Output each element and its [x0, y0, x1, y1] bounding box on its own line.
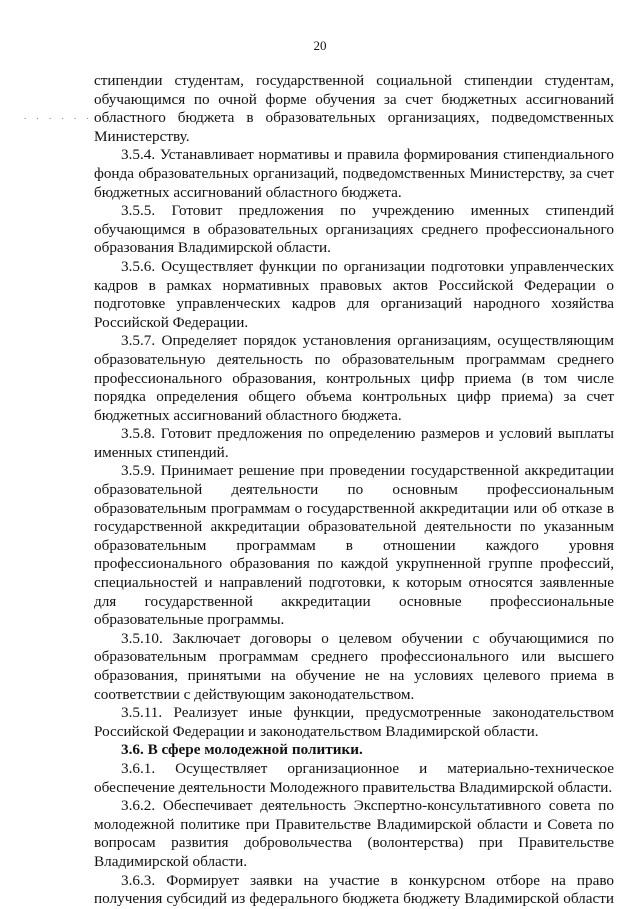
paragraph-3-5-8: 3.5.8. Готовит предложения по определению размеров и условий выплаты именных стипендий.	[94, 425, 614, 461]
paragraph-continuation: стипендии студентам, государственной социальной стипендии студентам, обучающимся по очной форме обучения за счет бюджетных ассигнований областного бюджета в образовательных организациях, подведомственных Министерству.	[94, 72, 614, 145]
page-number: 20	[313, 38, 327, 53]
paragraph-3-5-5: 3.5.5. Готовит предложения по учреждению именных стипендий обучающимся в образовательных организациях среднего профессионального образования Владимирской области.	[94, 202, 614, 257]
paragraph-3-5-7: 3.5.7. Определяет порядок установления организациям, осуществляющим образовательную деятельность по образовательным программам среднего профессионального образования, контрольных цифр приема (в том числе порядка определения общего объема контрольных цифр приема) за счет бюджетных ассигнований областного бюджета.	[94, 332, 614, 424]
section-heading-3-6: 3.6. В сфере молодежной политики.	[121, 741, 363, 759]
paragraph-3-5-6: 3.5.6. Осуществляет функции по организации подготовки управленческих кадров в рамках нормативных правовых актов Российской Федерации о подготовке управленческих кадров для организаций народного хозяйства Российской Федерации.	[94, 257, 614, 331]
paragraph-3-5-9: 3.5.9. Принимает решение при проведении государственной аккредитации образовательной деятельности по основным профессиональным образовательным программам о государственной аккредитации или об отказе в государственной аккредитации образовательной деятельности по указанным образовательным программам в отношении каждого уровня профессионального образования по каждой укрупненной группе профессий, специальностей и направлений подготовки, к которым относятся заявленные для государственной аккредитации основные профессиональные образовательные программы.	[94, 462, 614, 629]
document-body	[94, 72, 614, 909]
paragraph-3-6-3: 3.6.3. Формирует заявки на участие в конкурсном отборе на право получения субсидий из федерального бюджета бюджету Владимирской области	[94, 871, 614, 908]
paragraph-3-5-10: 3.5.10. Заключает договоры о целевом обучении с обучающимися по образовательным программам среднего профессионального или высшего образования, принятыми на обучение не на условиях целевого приема в соответствии с действующим законодательством.	[94, 629, 614, 703]
paragraph-3-5-11: 3.5.11. Реализует иные функции, предусмотренные законодательством Российской Федерации и законодательством Владимирской области.	[94, 704, 614, 740]
paragraph-3-5-4: 3.5.4. Устанавливает нормативы и правила формирования стипендиального фонда образовательных организаций, подведомственных Министерству, за счет бюджетных ассигнований областного бюджета.	[94, 146, 614, 201]
margin-mark: . . . . . .	[24, 111, 93, 121]
paragraph-3-6-1: 3.6.1. Осуществляет организационное и материально-техническое обеспечение деятельности Молодежного правительства Владимирской области.	[94, 759, 614, 796]
paragraph-3-6-2: 3.6.2. Обеспечивает деятельность Экспертно-консультативного совета по молодежной политике при Правительстве Владимирской области и Совета по вопросам развития добровольчества (волонтерства) при Правительстве Владимирской области.	[94, 797, 614, 870]
